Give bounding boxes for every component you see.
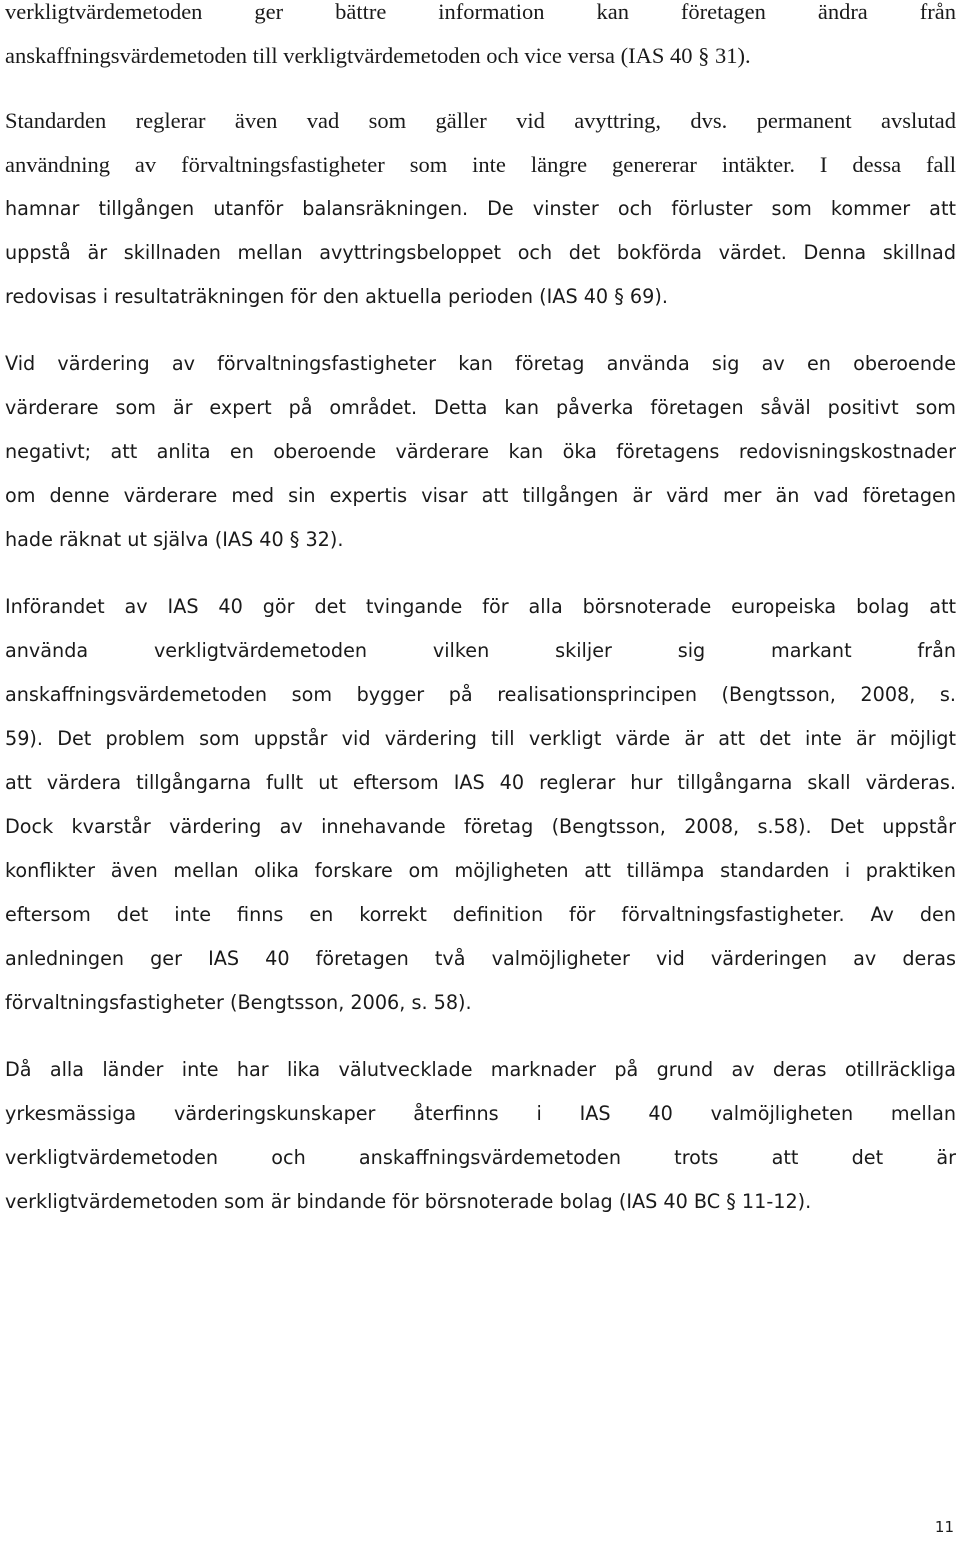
text-line: Vid värdering av förvaltningsfastigheter kan företag använda sig av en oberoende	[5, 352, 956, 375]
text-line: om denne värderare med sin expertis visar att tillgången är värd mer än vad företagen	[5, 484, 956, 507]
text-line: verkligtvärdemetoden och anskaffningsvärdemetoden trots att det är	[5, 1146, 956, 1169]
text-line: eftersom det inte finns en korrekt definition för förvaltningsfastigheter. Av den	[5, 903, 956, 926]
text-line: yrkesmässiga värderingskunskaper återfinns i IAS 40 valmöjligheten mellan	[5, 1102, 956, 1125]
text-line: Då alla länder inte har lika välutvecklade marknader på grund av deras otillräckliga	[5, 1058, 956, 1081]
text-line: använda verkligtvärdemetoden vilken skiljer sig markant från	[5, 639, 956, 662]
text-line: verkligtvärdemetoden ger bättre information kan företagen ändra från	[5, 0, 956, 24]
text-line: hamnar tillgången utanför balansräkningen. De vinster och förluster som kommer att	[5, 197, 956, 220]
text-line: hade räknat ut själva (IAS 40 § 32).	[5, 528, 344, 551]
text-line: anskaffningsvärdemetoden som bygger på realisationsprincipen (Bengtsson, 2008, s.	[5, 683, 956, 706]
text-line: anskaffningsvärdemetoden till verkligtvärdemetoden och vice versa (IAS 40 § 31).	[5, 43, 751, 68]
text-line: verkligtvärdemetoden som är bindande för börsnoterade bolag (IAS 40 BC § 11-12).	[5, 1190, 812, 1213]
text-line: Införandet av IAS 40 gör det tvingande för alla börsnoterade europeiska bolag att	[5, 595, 956, 618]
text-line: anledningen ger IAS 40 företagen två valmöjligheter vid värderingen av deras	[5, 947, 956, 970]
text-line: värderare som är expert på området. Detta kan påverka företagen såväl positivt som	[5, 396, 956, 419]
text-line: 59). Det problem som uppstår vid värdering till verkligt värde är att det inte är möjligt	[5, 727, 956, 750]
text-line: konflikter även mellan olika forskare om möjligheten att tillämpa standarden i praktiken	[5, 859, 956, 882]
text-line: Dock kvarstår värdering av innehavande företag (Bengtsson, 2008, s.58). Det uppstår	[5, 815, 956, 838]
text-line: användning av förvaltningsfastigheter som inte längre genererar intäkter. I dessa fall	[5, 152, 956, 177]
text-line: förvaltningsfastigheter (Bengtsson, 2006, s. 58).	[5, 991, 472, 1014]
text-line: negativt; att anlita en oberoende värderare kan öka företagens redovisningskostnader	[5, 440, 956, 463]
text-line: redovisas i resultaträkningen för den aktuella perioden (IAS 40 § 69).	[5, 285, 668, 308]
text-line: uppstå är skillnaden mellan avyttringsbeloppet och det bokförda värdet. Denna skillnad	[5, 241, 956, 264]
text-line: att värdera tillgångarna fullt ut eftersom IAS 40 reglerar hur tillgångarna skall värderas.	[5, 771, 956, 794]
page-number: 11	[934, 1518, 954, 1536]
text-line: Standarden reglerar även vad som gäller vid avyttring, dvs. permanent avslutad	[5, 108, 956, 133]
